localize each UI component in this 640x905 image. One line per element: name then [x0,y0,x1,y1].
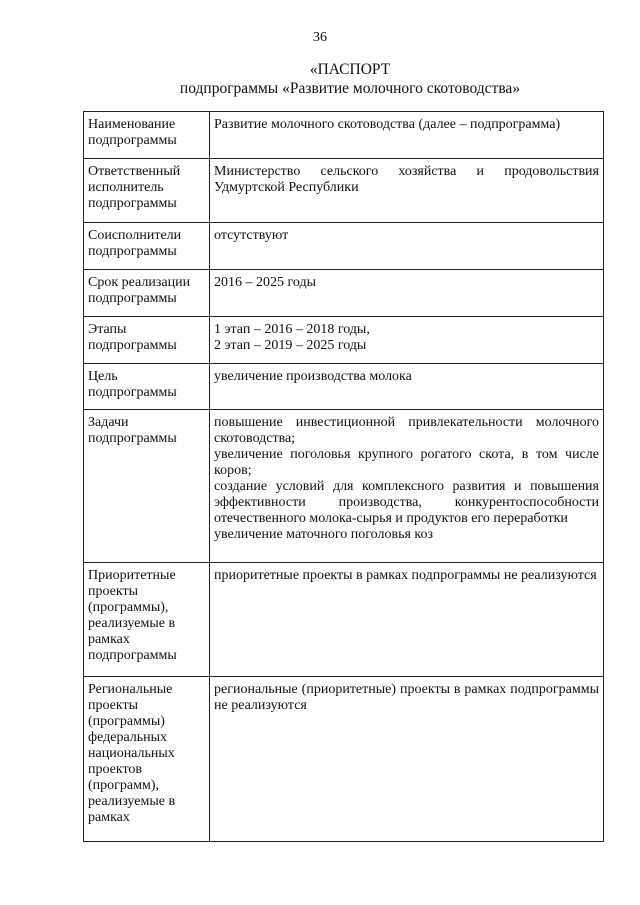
table-row [84,410,604,563]
value-line: приоритетные проекты в рамках подпрограммы не реализуются [214,568,597,583]
value-line: отсутствуют [214,228,289,243]
table-row [84,112,604,159]
row-label: Срок реализации подпрограммы [84,270,210,317]
table-row [84,563,604,677]
table-row [84,364,604,410]
row-label: Задачи подпрограммы [84,410,210,563]
row-label: Ответственный исполнитель подпрограммы [84,159,210,223]
table-row [84,677,604,842]
row-value [210,677,604,842]
value-line: создание условий для комплексного развития и повышения эффективности производства, конкурентоспособности отечественного молока-сырья и продуктов его переработки [214,479,599,526]
value-line: 2 этап – 2019 – 2025 годы [214,338,367,353]
value-line: 2016 – 2025 годы [214,275,317,290]
row-value [210,112,604,159]
value-line: Развитие молочного скотоводства (далее – подпрограмма) [214,117,561,132]
value-line: увеличение маточного поголовья коз [214,527,434,542]
row-value [210,563,604,677]
value-line: Министерство сельского хозяйства и продовольствия Удмуртской Республики [214,164,599,195]
row-value [210,159,604,223]
table-row [84,270,604,317]
table-row [84,159,604,223]
title-line-1: «ПАСПОРТ [309,61,391,78]
row-label: Региональные проекты (программы) федеральных национальных проектов (программ), реализуемые в рамках [84,677,210,842]
value-line: повышение инвестиционной привлекательности молочного скотоводства; [214,415,599,446]
row-label: Соисполнители подпрограммы [84,223,210,270]
table-row [84,317,604,364]
page-number: 36 [313,30,327,45]
row-value [210,270,604,317]
document-title [0,60,640,98]
row-value [210,364,604,410]
table-row [84,223,604,270]
passport-table [83,111,604,842]
row-label: Цель подпрограммы [84,364,210,410]
value-line: 1 этап – 2016 – 2018 годы, [214,322,370,337]
title-line-2: подпрограммы «Развитие молочного скотоводства» [179,80,521,97]
value-line: увеличение производства молока [214,369,412,384]
value-line: увеличение поголовья крупного рогатого скота, в том числе коров; [214,447,599,478]
row-value [210,410,604,563]
row-label: Наименование подпрограммы [84,112,210,159]
row-label: Этапы подпрограммы [84,317,210,364]
row-label: Приоритетные проекты (программы), реализуемые в рамках подпрограммы [84,563,210,677]
row-value [210,223,604,270]
value-line: региональные (приоритетные) проекты в рамках подпрограммы не реализуются [214,682,599,713]
row-value [210,317,604,364]
